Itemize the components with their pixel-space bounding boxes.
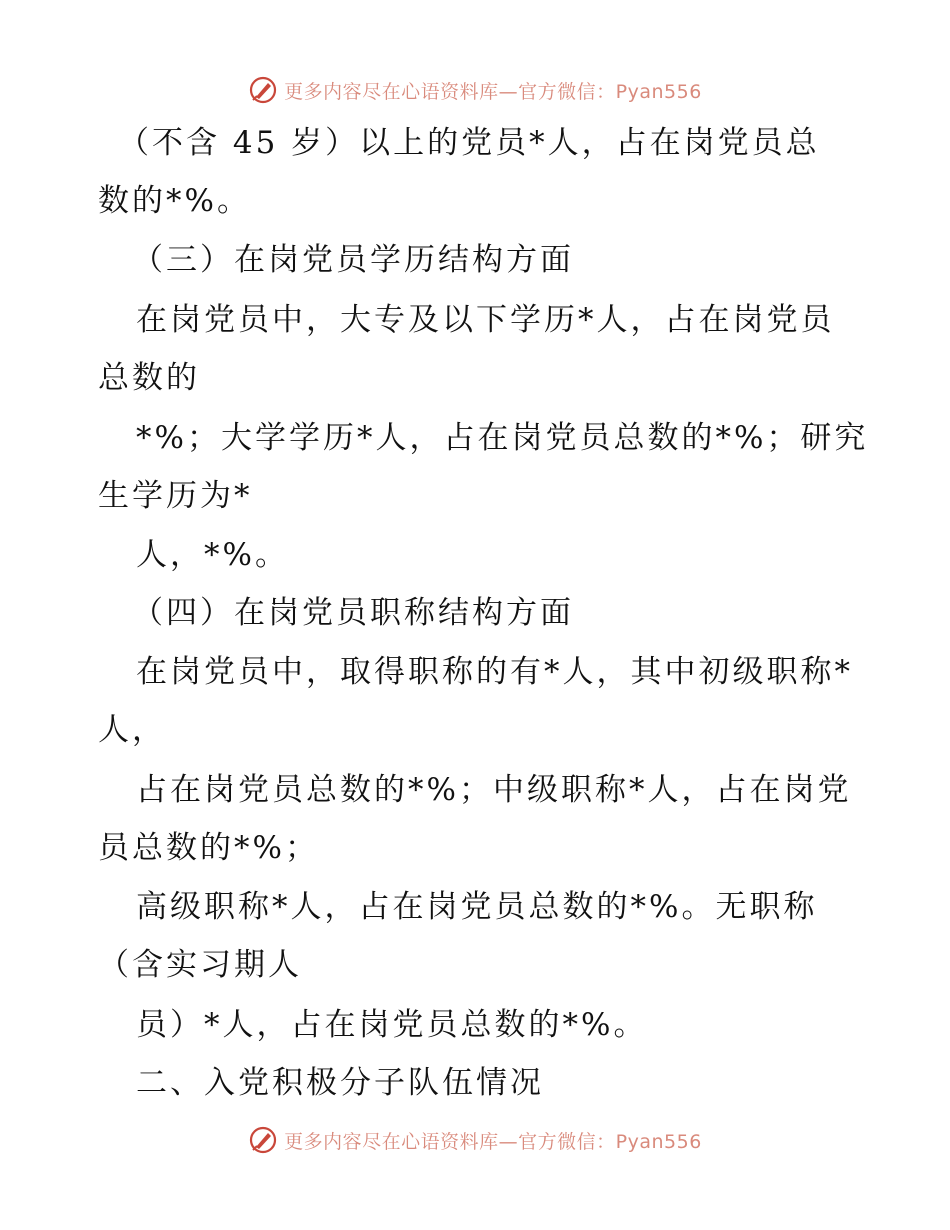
quill-seal-icon [248, 1125, 278, 1155]
body-line: 人，*%。 [136, 537, 289, 573]
body-line: 员总数的*%； [98, 830, 319, 866]
body-line: 总数的 [98, 360, 200, 396]
body-line: （不含 45 岁）以上的党员*人，占在岗党员总 [118, 125, 820, 161]
header-watermark-text: 更多内容尽在心语资料库—官方微信：Pyan556 [284, 80, 702, 103]
body-line: 数的*%。 [98, 183, 251, 219]
section-heading: （四）在岗党员职称结构方面 [132, 595, 574, 631]
body-line: *%；大学学历*人，占在岗党员总数的*%；研究 [136, 420, 869, 456]
section-heading: （三）在岗党员学历结构方面 [132, 242, 574, 278]
body-line: 在岗党员中，取得职称的有*人，其中初级职称* [136, 654, 853, 690]
quill-seal-icon [248, 75, 278, 105]
section-heading: 二、入党积极分子队伍情况 [136, 1065, 544, 1101]
body-line: 生学历为* [98, 478, 253, 514]
body-line: 人， [98, 712, 166, 748]
body-line: 占在岗党员总数的*%；中级职称*人，占在岗党 [136, 772, 852, 808]
body-line: 在岗党员中，大专及以下学历*人，占在岗党员 [136, 302, 835, 338]
body-line: 高级职称*人，占在岗党员总数的*%。无职称 [136, 889, 818, 925]
body-line: （含实习期人 [98, 947, 302, 983]
body-line: 员）*人，占在岗党员总数的*%。 [136, 1007, 648, 1043]
footer-watermark-text: 更多内容尽在心语资料库—官方微信：Pyan556 [284, 1130, 702, 1153]
footer-watermark-banner [0, 1120, 950, 1160]
header-watermark-banner [0, 70, 950, 110]
